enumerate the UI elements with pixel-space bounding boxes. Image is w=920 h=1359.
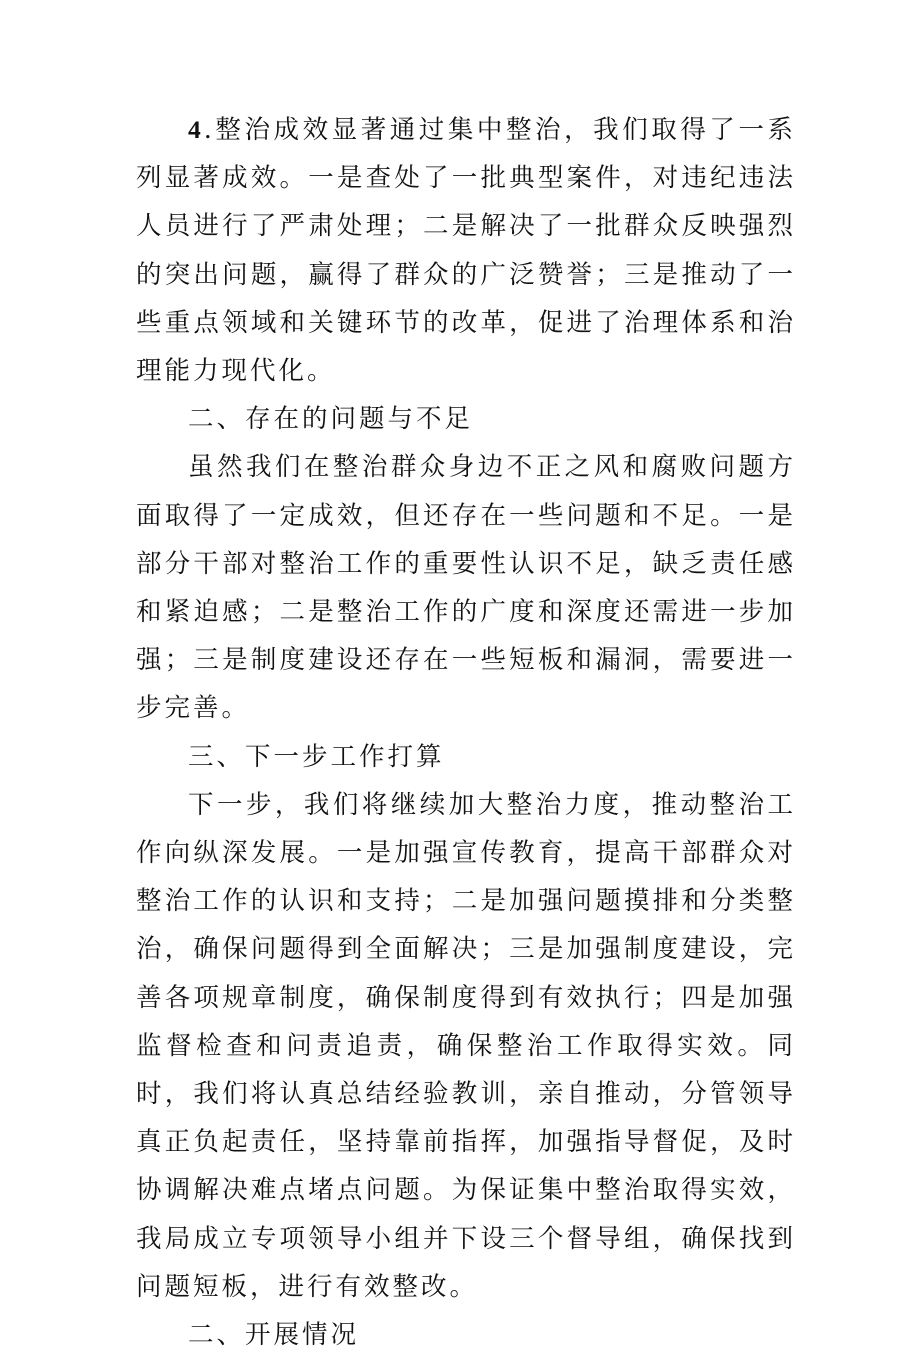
section-heading-progress: 二、开展情况 [188, 1320, 360, 1351]
document-body [136, 106, 796, 1359]
paragraph-problems: 虽然我们在整治群众身边不正之风和腐败问题方面取得了一定成效，但还存在一些问题和不足。一是部分干部对整治工作的重要性认识不足，缺乏责任感和紧迫感；二是整治工作的广度和深度还需进一步加强；三是制度建设还存在一些短板和漏洞，需要进一步完善。 [136, 452, 796, 724]
section-heading-next-steps: 三、下一步工作打算 [188, 741, 445, 772]
paragraph-next-steps: 下一步，我们将继续加大整治力度，推动整治工作向纵深发展。一是加强宣传教育，提高干部群众对整治工作的认识和支持；二是加强问题摸排和分类整治，确保问题得到全面解决；三是加强制度建设，完善各项规章制度，确保制度得到有效执行；四是加强监督检查和问责追责，确保整治工作取得实效。同时，我们将认真总结经验教训，亲自推动，分管领导真正负起责任，坚持靠前指挥，加强指导督促，及时协调解决难点堵点问题。为保证集中整治取得实效，我局成立专项领导小组并下设三个督导组，确保找到问题短板，进行有效整改。 [136, 789, 796, 1302]
item-number: 4 [188, 115, 204, 144]
section-heading-problems: 二、存在的问题与不足 [188, 404, 474, 435]
paragraph-results [136, 106, 796, 395]
paragraph-text: .整治成效显著通过集中整治，我们取得了一系列显著成效。一是查处了一批典型案件，对违纪违法人员进行了严肃处理；二是解决了一批群众反映强烈的突出问题，赢得了群众的广泛赞誉；三是推动了一些重点领域和关键环节的改革，促进了治理体系和治理能力现代化。 [136, 115, 796, 387]
